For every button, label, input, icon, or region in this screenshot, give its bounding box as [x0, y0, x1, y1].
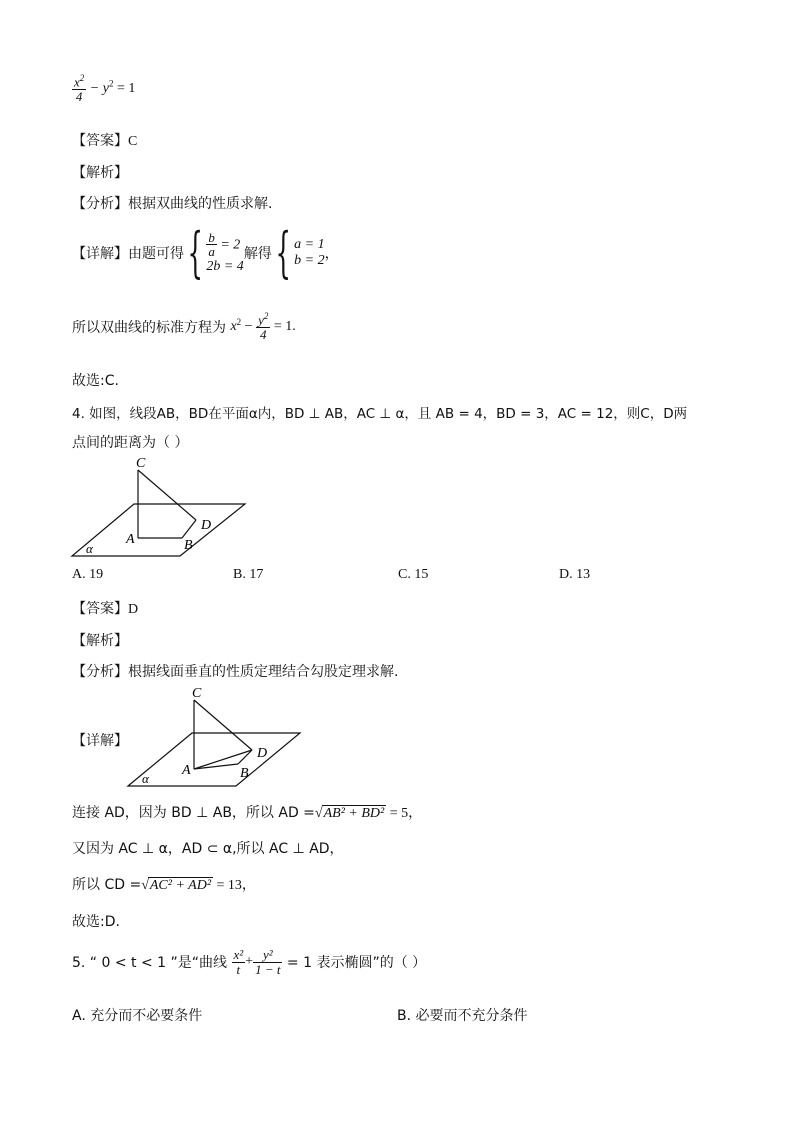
q3-detail-line: 【详解】由题可得{ $\frac{b}{a}$ = 2 2b = 4 解得{ a = 1 b = 2 ， [72, 221, 339, 284]
label-c: C [136, 456, 146, 471]
answer-value: C [128, 134, 138, 149]
q4-answer-line: 【答案】D [72, 601, 139, 617]
q4-detail-label: 【详解】 [72, 733, 128, 749]
q4-detail-line3: 所以 CD =√AC² + AD² = 13， [72, 877, 256, 893]
q4-option-a: A. 19 [72, 567, 104, 582]
q4-analysis-label: 【解析】 [72, 633, 128, 649]
answer-label: 【答案】 [72, 133, 128, 149]
svg-text:C: C [192, 686, 202, 701]
equation-system-given: $\frac{b}{a}$ = 2 2b = 4 [206, 229, 244, 275]
q3-choose: 故选:C. [72, 373, 119, 389]
q4-option-b: B. 17 [233, 567, 264, 582]
svg-text:B: B [240, 766, 249, 781]
q5-stem: 5. “ 0 < t < 1 ”是“曲线 $\frac{\text{x²}}{t}$ + $\frac{\text{y²}}{1 - t}$ = 1 表示椭圆”的（ ） [72, 947, 427, 977]
svg-text:A: A [182, 763, 191, 778]
q4-detail-line2: 又因为 AC ⊥ α，AD ⊂ α,所以 AC ⊥ AD， [72, 841, 344, 857]
q4-detail-line1: 连接 AD，因为 BD ⊥ AB，所以 AD =√AB² + BD² = 5， [72, 805, 423, 821]
label-a: A [126, 532, 135, 547]
equation-system-solution: a = 1 b = 2 [294, 236, 325, 268]
q3-conclusion: 所以双曲线的标准方程为 $x^2$ − $\frac{y^2}{4}$ = 1. [72, 311, 296, 342]
plane-alpha [72, 504, 245, 556]
segment-cd [138, 470, 196, 520]
segment-bd [182, 520, 196, 538]
q4-fenxi-line: 【分析】根据线面垂直的性质定理结合勾股定理求解. [72, 664, 399, 680]
q4-stem-line1: 4. 如图，线段AB，BD在平面α内，BD ⊥ AB，AC ⊥ α，且 AB = 4，BD = 3，AC = 12，则C，D两 [72, 406, 688, 422]
q4-option-c: C. 15 [398, 567, 429, 582]
q4-detail-figure [126, 680, 306, 790]
q4-stem-line2: 点间的距离为（ ） [72, 435, 189, 451]
q4-choose: 故选:D. [72, 914, 120, 930]
prev-option-formula: $\frac{x^2}{4}$ − $y^2 = 1$ [74, 73, 136, 104]
q5-option-a: A. 充分而不必要条件 [72, 1008, 203, 1024]
q3-answer-line [72, 130, 137, 150]
q4-figure [70, 452, 250, 562]
svg-text:α: α [142, 771, 149, 786]
q3-fenxi-line: 【分析】根据双曲线的性质求解. [72, 196, 273, 212]
label-b: B [184, 538, 193, 553]
q5-option-b: B. 必要而不充分条件 [397, 1008, 528, 1024]
q4-option-d: D. 13 [559, 567, 591, 582]
label-alpha: α [86, 541, 93, 556]
q3-analysis-label: 【解析】 [72, 165, 128, 181]
label-d: D [201, 518, 212, 533]
svg-text:D: D [257, 746, 268, 761]
